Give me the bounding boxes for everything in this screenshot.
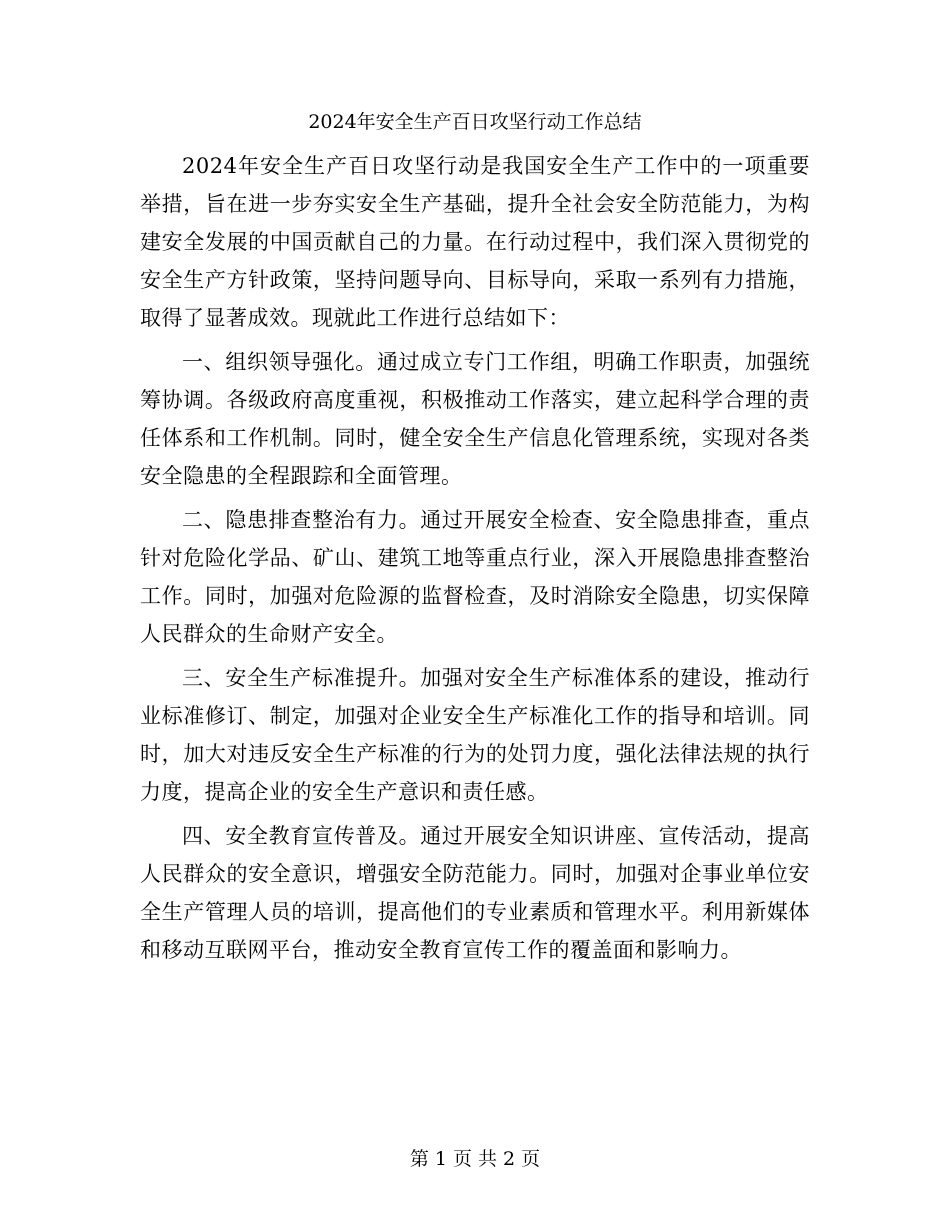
paragraph-intro: 2024年安全生产百日攻坚行动是我国安全生产工作中的一项重要举措，旨在进一步夯实安全生产基础，提升全社会安全防范能力，为构建安全发展的中国贡献自己的力量。在行动过程中，我们深入贯彻党的安全生产方针政策，坚持问题导向、目标导向，采取一系列有力措施，取得了显著成效。现就此工作进行总结如下： xyxy=(140,154,810,330)
paragraph-standards: 三、安全生产标准提升。加强对安全生产标准体系的建设，推动行业标准修订、制定，加强对企业安全生产标准化工作的指导和培训。同时，加大对违反安全生产标准的行为的处罚力度，强化法律法规的执行力度，提高企业的安全生产意识和责任感。 xyxy=(140,666,810,804)
paragraph-education: 四、安全教育宣传普及。通过开展安全知识讲座、宣传活动，提高人民群众的安全意识，增强安全防范能力。同时，加强对企事业单位安全生产管理人员的培训，提高他们的专业素质和管理水平。利用新媒体和移动互联网平台，推动安全教育宣传工作的覆盖面和影响力。 xyxy=(140,824,810,962)
paragraph-hazard-inspection: 二、隐患排查整治有力。通过开展安全检查、安全隐患排查，重点针对危险化学品、矿山、建筑工地等重点行业，深入开展隐患排查整治工作。同时，加强对危险源的监督检查，及时消除安全隐患，切实保障人民群众的生命财产安全。 xyxy=(140,508,810,646)
document-body xyxy=(140,147,810,975)
paragraph-organization: 一、组织领导强化。通过成立专门工作组，明确工作职责，加强统筹协调。各级政府高度重视，积极推动工作落实，建立起科学合理的责任体系和工作机制。同时，健全安全生产信息化管理系统，实现对各类安全隐患的全程跟踪和全面管理。 xyxy=(140,350,810,488)
document-title: 2024年安全生产百日攻坚行动工作总结 xyxy=(308,111,642,133)
page-footer: 第 1 页 共 2 页 xyxy=(409,1148,541,1170)
